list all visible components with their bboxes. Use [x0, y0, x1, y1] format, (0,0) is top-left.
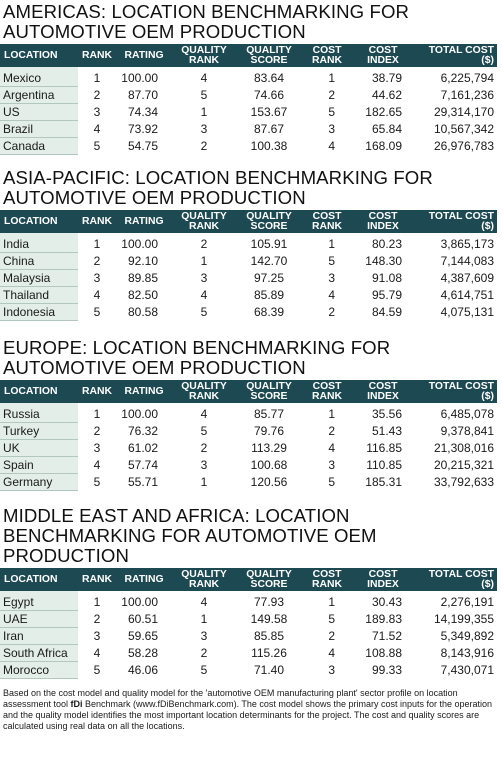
column-header-quality-score: QUALITY SCORE — [246, 210, 292, 232]
cell-cost-index: 182.65 — [365, 104, 402, 119]
table-header — [0, 210, 497, 233]
column-header-rating: RATING — [124, 49, 164, 61]
footnote — [3, 688, 499, 732]
cell-rating: 61.02 — [127, 440, 158, 455]
cell-cost-rank: 5 — [328, 253, 335, 268]
cell-quality-score: 87.67 — [253, 121, 285, 136]
column-header-rating: RATING — [124, 215, 164, 227]
cell-quality-rank: 4 — [200, 595, 208, 609]
table-row — [0, 86, 497, 103]
cell-location: Germany — [0, 473, 78, 490]
cell-rank: 4 — [93, 121, 101, 136]
cell-location: Turkey — [0, 422, 78, 439]
cell-rank: 2 — [93, 253, 101, 268]
section-title: AMERICAS: LOCATION BENCHMARKING FOR AUTOMOTIVE OEM PRODUCTION — [3, 1, 410, 42]
cell-rank: 2 — [93, 87, 101, 102]
column-header-location: LOCATION — [4, 385, 58, 397]
column-header-total-cost: TOTAL COST ($) — [428, 380, 494, 402]
cell-quality-rank: 3 — [200, 121, 208, 136]
cell-total-cost: 9,378,841 — [440, 423, 494, 438]
cell-total-cost: 7,144,083 — [440, 253, 494, 268]
cell-rank: 1 — [93, 595, 101, 609]
cell-quality-rank: 2 — [200, 237, 208, 251]
table-row — [0, 403, 497, 422]
cell-rank: 1 — [93, 71, 101, 85]
column-header-cost-rank: COST RANK — [311, 568, 342, 590]
column-header-cost-index: COST INDEX — [367, 380, 399, 402]
table-row — [0, 456, 497, 473]
cell-rank: 3 — [93, 104, 101, 119]
cell-cost-rank: 1 — [328, 237, 335, 251]
table-body — [0, 67, 497, 154]
cell-cost-index: 95.79 — [371, 287, 402, 302]
cell-rating: 100.00 — [121, 237, 158, 251]
cell-quality-rank: 5 — [200, 304, 208, 319]
column-header-quality-score: QUALITY SCORE — [246, 380, 292, 402]
cell-rating: 74.34 — [127, 104, 158, 119]
column-header-quality-score: QUALITY SCORE — [246, 568, 292, 590]
table-row — [0, 473, 497, 490]
cell-cost-index: 30.43 — [371, 595, 402, 609]
cell-rank: 1 — [93, 237, 101, 251]
cell-location: Brazil — [0, 120, 78, 137]
column-header-quality-score: QUALITY SCORE — [246, 44, 292, 66]
cell-rank: 3 — [93, 440, 101, 455]
cell-location: India — [0, 233, 78, 252]
cell-rating: 54.75 — [127, 138, 158, 153]
column-header-cost-index: COST INDEX — [367, 568, 399, 590]
cell-quality-score: 100.68 — [250, 457, 288, 472]
cell-cost-index: 35.56 — [371, 407, 402, 421]
cell-cost-index: 108.88 — [365, 645, 402, 660]
cell-quality-score: 120.56 — [250, 474, 288, 489]
cell-quality-score: 83.64 — [253, 71, 285, 85]
cell-cost-rank: 2 — [328, 87, 335, 102]
column-header-quality-rank: QUALITY RANK — [181, 568, 227, 590]
table-body — [0, 403, 497, 490]
cell-quality-rank: 3 — [200, 457, 208, 472]
cell-quality-score: 68.39 — [253, 304, 285, 319]
table-header — [0, 44, 497, 67]
benchmark-table — [0, 568, 497, 679]
section-asia-pacific — [0, 168, 502, 321]
cell-total-cost: 5,349,892 — [440, 628, 494, 643]
cell-cost-rank: 3 — [328, 121, 335, 136]
cell-location: Mexico — [0, 67, 78, 86]
column-header-location: LOCATION — [4, 573, 58, 585]
cell-cost-index: 84.59 — [371, 304, 402, 319]
cell-rank: 4 — [93, 457, 101, 472]
cell-cost-index: 44.62 — [371, 87, 402, 102]
cell-rating: 60.51 — [127, 611, 158, 626]
cell-rating: 92.10 — [127, 253, 158, 268]
table-row — [0, 627, 497, 644]
cell-rating: 100.00 — [121, 71, 158, 85]
cell-quality-rank: 2 — [200, 440, 208, 455]
column-header-cost-rank: COST RANK — [311, 44, 342, 66]
cell-quality-rank: 2 — [200, 138, 208, 153]
column-header-rank: RANK — [81, 49, 112, 61]
cell-total-cost: 6,225,794 — [440, 71, 494, 85]
cell-quality-score: 105.91 — [250, 237, 288, 251]
header-row — [0, 44, 497, 67]
cell-total-cost: 29,314,170 — [433, 104, 494, 119]
cell-cost-rank: 2 — [328, 628, 335, 643]
table-row — [0, 286, 497, 303]
cell-cost-rank: 3 — [328, 457, 335, 472]
cell-cost-rank: 4 — [328, 287, 335, 302]
cell-cost-rank: 4 — [328, 440, 335, 455]
cell-cost-rank: 3 — [328, 662, 335, 677]
column-header-quality-rank: QUALITY RANK — [181, 210, 227, 232]
cell-total-cost: 21,308,016 — [433, 440, 494, 455]
table-row — [0, 661, 497, 678]
section-europe — [0, 338, 502, 491]
cell-quality-score: 85.77 — [253, 407, 285, 421]
cell-total-cost: 4,387,609 — [440, 270, 494, 285]
footnote-text: Based on the cost model and quality model for the 'automotive OEM manufacturing plant' sector profile on location assessment tool — [3, 688, 458, 709]
table-row — [0, 252, 497, 269]
cell-cost-index: 110.85 — [366, 457, 402, 472]
cell-total-cost: 33,792,633 — [433, 474, 494, 489]
cell-total-cost: 2,276,191 — [440, 595, 494, 609]
cell-total-cost: 3,865,173 — [440, 237, 494, 251]
header-row — [0, 568, 497, 591]
cell-quality-rank: 1 — [200, 474, 208, 489]
cell-rank: 1 — [93, 407, 101, 421]
cell-quality-score: 115.26 — [251, 645, 287, 660]
cell-rating: 73.92 — [127, 121, 158, 136]
table-row — [0, 233, 497, 252]
cell-rating: 87.70 — [127, 87, 158, 102]
cell-rating: 59.65 — [127, 628, 158, 643]
cell-quality-rank: 1 — [200, 104, 208, 119]
cell-cost-index: 116.85 — [366, 440, 402, 455]
cell-location: China — [0, 252, 78, 269]
benchmark-table — [0, 380, 497, 491]
cell-quality-score: 71.40 — [253, 662, 285, 677]
cell-cost-rank: 1 — [328, 595, 335, 609]
cell-cost-index: 38.79 — [371, 71, 402, 85]
cell-location: UK — [0, 439, 78, 456]
cell-location: Canada — [0, 137, 78, 154]
cell-rating: 89.85 — [127, 270, 158, 285]
column-header-cost-index: COST INDEX — [367, 44, 399, 66]
cell-cost-rank: 4 — [328, 138, 335, 153]
table-row — [0, 67, 497, 86]
cell-location: Thailand — [0, 286, 78, 303]
table-row — [0, 103, 497, 120]
cell-quality-rank: 1 — [200, 611, 208, 626]
cell-quality-rank: 3 — [200, 270, 208, 285]
cell-cost-rank: 5 — [328, 611, 335, 626]
cell-quality-rank: 5 — [200, 87, 208, 102]
column-header-rating: RATING — [124, 385, 164, 397]
cell-total-cost: 14,199,355 — [433, 611, 494, 626]
cell-quality-rank: 5 — [200, 662, 208, 677]
column-header-total-cost: TOTAL COST ($) — [428, 568, 494, 590]
cell-rating: 46.06 — [127, 662, 158, 677]
cell-quality-rank: 3 — [200, 628, 208, 643]
cell-total-cost: 26,976,783 — [433, 138, 494, 153]
cell-cost-index: 51.43 — [371, 423, 402, 438]
cell-total-cost: 4,614,751 — [440, 287, 494, 302]
cell-rank: 2 — [93, 423, 101, 438]
cell-quality-rank: 4 — [200, 407, 208, 421]
cell-quality-score: 149.58 — [250, 611, 288, 626]
table-row — [0, 269, 497, 286]
cell-cost-rank: 4 — [328, 645, 335, 660]
cell-rating: 100.00 — [121, 407, 158, 421]
cell-cost-index: 91.08 — [371, 270, 402, 285]
cell-rating: 55.71 — [127, 474, 158, 489]
cell-quality-score: 79.76 — [253, 423, 285, 438]
cell-location: Iran — [0, 627, 78, 644]
column-header-rating: RATING — [124, 573, 164, 585]
cell-cost-index: 65.84 — [371, 121, 402, 136]
column-header-cost-rank: COST RANK — [311, 210, 342, 232]
cell-location: Argentina — [0, 86, 78, 103]
cell-cost-rank: 1 — [328, 71, 335, 85]
cell-quality-score: 85.89 — [253, 287, 285, 302]
cell-quality-score: 100.38 — [250, 138, 288, 153]
table-row — [0, 303, 497, 320]
cell-rank: 4 — [93, 645, 101, 660]
column-header-location: LOCATION — [4, 215, 58, 227]
table-row — [0, 644, 497, 661]
cell-rating: 58.28 — [127, 645, 158, 660]
table-body — [0, 591, 497, 678]
cell-quality-rank: 4 — [200, 287, 208, 302]
cell-location: Malaysia — [0, 269, 78, 286]
cell-rating: 82.50 — [127, 287, 158, 302]
section-title: ASIA-PACIFIC: LOCATION BENCHMARKING FOR AUTOMOTIVE OEM PRODUCTION — [3, 167, 433, 208]
cell-rank: 4 — [93, 287, 101, 302]
cell-location: Morocco — [0, 661, 78, 678]
section-title: EUROPE: LOCATION BENCHMARKING FOR AUTOMOTIVE OEM PRODUCTION — [3, 337, 391, 378]
cell-rank: 2 — [93, 611, 101, 626]
cell-cost-index: 99.33 — [371, 662, 402, 677]
cell-quality-score: 85.85 — [253, 628, 285, 643]
cell-cost-index: 168.09 — [365, 138, 402, 153]
cell-quality-rank: 4 — [200, 71, 208, 85]
column-header-cost-rank: COST RANK — [311, 380, 342, 402]
table-header — [0, 568, 497, 591]
cell-rank: 5 — [93, 304, 101, 319]
cell-total-cost: 7,161,236 — [440, 87, 494, 102]
cell-rating: 80.58 — [127, 304, 158, 319]
cell-rating: 57.74 — [127, 457, 158, 472]
cell-cost-index: 71.52 — [371, 628, 402, 643]
cell-total-cost: 10,567,342 — [433, 121, 494, 136]
column-header-cost-index: COST INDEX — [367, 210, 399, 232]
cell-cost-index: 80.23 — [371, 237, 402, 251]
cell-quality-score: 113.29 — [251, 440, 287, 455]
table-row — [0, 439, 497, 456]
table-body — [0, 233, 497, 320]
cell-quality-score: 153.67 — [250, 104, 288, 119]
table-header — [0, 380, 497, 403]
column-header-rank: RANK — [81, 215, 112, 227]
header-row — [0, 380, 497, 403]
cell-rank: 5 — [93, 138, 101, 153]
benchmark-table — [0, 44, 497, 155]
cell-location: South Africa — [0, 644, 78, 661]
cell-cost-rank: 5 — [328, 474, 335, 489]
cell-cost-index: 189.83 — [365, 611, 402, 626]
cell-cost-rank: 2 — [328, 423, 335, 438]
cell-location: Egypt — [0, 591, 78, 610]
table-row — [0, 120, 497, 137]
cell-location: Spain — [0, 456, 78, 473]
column-header-rank: RANK — [81, 573, 112, 585]
section-americas — [0, 2, 502, 155]
table-row — [0, 591, 497, 610]
cell-quality-rank: 1 — [200, 253, 208, 268]
cell-rank: 5 — [93, 474, 101, 489]
cell-cost-rank: 2 — [328, 304, 335, 319]
cell-quality-score: 142.70 — [250, 253, 288, 268]
cell-total-cost: 6,485,078 — [440, 407, 494, 421]
cell-total-cost: 7,430,071 — [440, 662, 494, 677]
cell-rating: 100.00 — [121, 595, 158, 609]
cell-cost-rank: 5 — [328, 104, 335, 119]
cell-location: UAE — [0, 610, 78, 627]
column-header-rank: RANK — [81, 385, 112, 397]
header-row — [0, 210, 497, 233]
benchmark-table — [0, 210, 497, 321]
cell-quality-rank: 2 — [200, 645, 208, 660]
brand-name: fDi — [70, 699, 83, 709]
cell-cost-index: 185.31 — [365, 474, 402, 489]
cell-cost-index: 148.30 — [365, 253, 402, 268]
cell-location: US — [0, 103, 78, 120]
cell-quality-rank: 5 — [200, 423, 208, 438]
column-header-quality-rank: QUALITY RANK — [181, 44, 227, 66]
cell-total-cost: 4,075,131 — [440, 304, 494, 319]
column-header-quality-rank: QUALITY RANK — [181, 380, 227, 402]
column-header-location: LOCATION — [4, 49, 58, 61]
cell-location: Indonesia — [0, 303, 78, 320]
cell-cost-rank: 1 — [328, 407, 335, 421]
footnote-text: Benchmark (www.fDiBenchmark.com). The cost model shows the primary cost inputs for the operation and the quality model identifies the most important location determinants for the project. The cost and quality scores are calculated using real data on all the locations. — [3, 699, 493, 731]
cell-total-cost: 8,143,916 — [440, 645, 494, 660]
section-middle-east-africa — [0, 506, 502, 679]
cell-quality-score: 77.93 — [253, 595, 285, 609]
table-row — [0, 137, 497, 154]
table-row — [0, 422, 497, 439]
cell-cost-rank: 3 — [328, 270, 335, 285]
cell-location: Russia — [0, 403, 78, 422]
cell-rank: 3 — [93, 628, 101, 643]
section-title: MIDDLE EAST AND AFRICA: LOCATION BENCHMARKING FOR AUTOMOTIVE OEM PRODUCTION — [3, 505, 377, 566]
cell-quality-score: 97.25 — [253, 270, 285, 285]
cell-rank: 5 — [93, 662, 101, 677]
cell-rank: 3 — [93, 270, 101, 285]
column-header-total-cost: TOTAL COST ($) — [428, 210, 494, 232]
column-header-total-cost: TOTAL COST ($) — [428, 44, 494, 66]
table-row — [0, 610, 497, 627]
cell-total-cost: 20,215,321 — [433, 457, 494, 472]
cell-rating: 76.32 — [127, 423, 158, 438]
cell-quality-score: 74.66 — [253, 87, 285, 102]
